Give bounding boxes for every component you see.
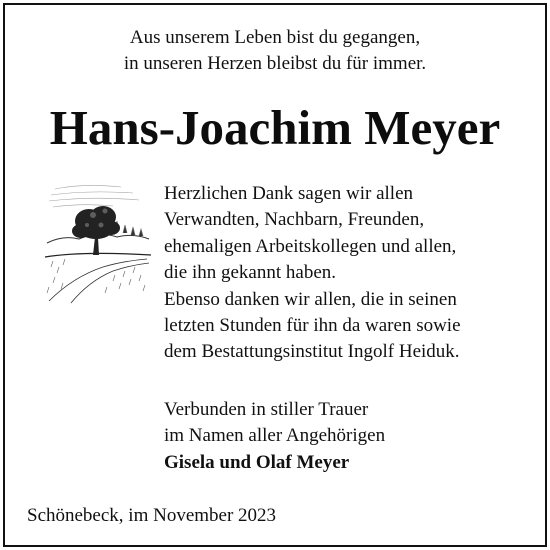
place-date: Schönebeck, im November 2023 — [27, 505, 277, 526]
thanks-line: Ebenso danken wir allen, die in seinen — [164, 288, 457, 310]
thanks-line: letzten Stunden für ihn da waren sowie — [164, 315, 461, 337]
intro-line: in unseren Herzen bleibst du für immer. — [123, 53, 427, 74]
thanks-line: ehemaligen Arbeitskollegen und allen, — [164, 235, 457, 257]
signature-block — [164, 397, 385, 476]
thanks-line: dem Bestattungsinstitut Ingolf Heiduk. — [164, 341, 460, 363]
closing-line: Verbunden in stiller Trauer — [164, 399, 369, 420]
tree-landscape-icon — [43, 181, 153, 305]
thanks-text — [164, 181, 461, 366]
thanks-line: die ihn gekannt haben. — [164, 262, 337, 284]
thanks-line: Herzlichen Dank sagen wir allen — [164, 183, 414, 204]
deceased-name: Hans-Joachim Meyer — [49, 100, 501, 155]
intro-line: Aus unserem Leben bist du gegangen, — [129, 27, 421, 48]
closing-line: im Namen aller Angehörigen — [164, 425, 386, 447]
intro-verse — [5, 25, 545, 77]
signatories: Gisela und Olaf Meyer — [164, 451, 350, 473]
obituary-notice — [3, 3, 547, 547]
thanks-line: Verwandten, Nachbarn, Freunden, — [164, 209, 425, 231]
